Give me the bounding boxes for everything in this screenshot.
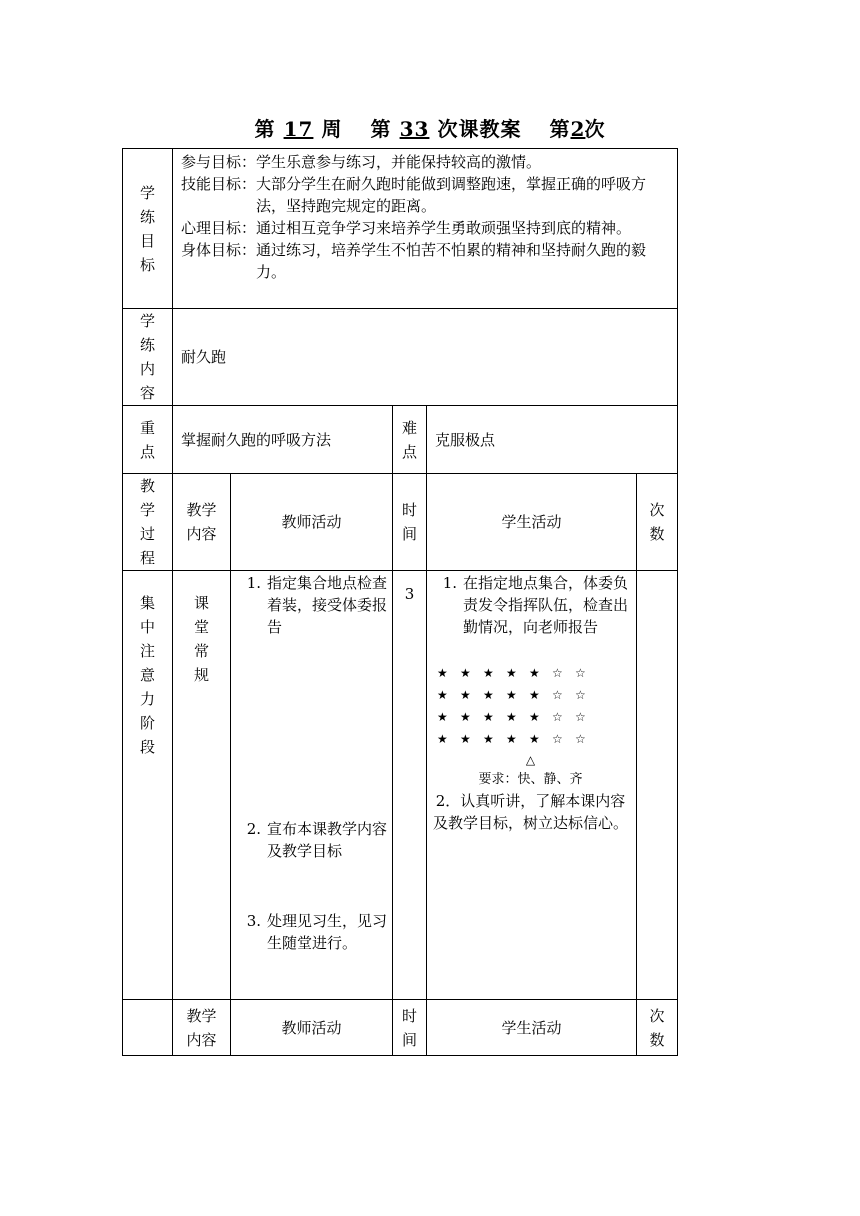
lesson-title <box>0 113 860 142</box>
footer-teacher-header: 教师活动 <box>231 1000 393 1056</box>
teacher-position-mark: △ <box>525 753 536 767</box>
difficulty-label: 难 点 <box>393 406 427 474</box>
formation-row: ★ ★ ★ ★ ★ ☆ ☆ <box>437 732 586 746</box>
formation-row: ★ ★ ★ ★ ★ ☆ ☆ <box>437 710 586 724</box>
footer-student-header: 学生活动 <box>427 1000 637 1056</box>
stage1-row <box>123 571 678 1000</box>
stage1-teacher-activity <box>231 571 393 1000</box>
stage1-time: 3 <box>393 571 427 1000</box>
student-activity-header: 学生活动 <box>427 474 637 571</box>
teacher-item-3: 3. 处理见习生，见习生随堂进行。 <box>246 912 388 952</box>
formation-row: ★ ★ ★ ★ ★ ☆ ☆ <box>437 666 586 680</box>
difficulty-text: 克服极点 <box>427 406 678 474</box>
time-header: 时 间 <box>393 474 427 571</box>
process-label: 教 学 过 程 <box>123 474 173 571</box>
stage1-content: 课 堂 常 规 <box>173 571 231 1000</box>
student-item-1: 1. 在指定地点集合，体委负责发令指挥队伍，检查出勤情况，向老师报告 <box>442 574 629 636</box>
lesson-number: 33 <box>399 117 430 141</box>
lesson-plan-table <box>122 148 678 1056</box>
goal-participation: 参与目标： 学生乐意参与练习，并能保持较高的激情。 <box>181 153 542 171</box>
content-label: 学 练 内 容 <box>123 309 173 406</box>
goals-row <box>123 149 678 309</box>
process-header-row <box>123 474 678 571</box>
goal-psychological: 心理目标： 通过相互竞争学习来培养学生勇敢顽强坚持到底的精神。 <box>181 219 632 237</box>
goals-label: 学 练 目 标 <box>123 149 173 309</box>
teacher-activity-header: 教师活动 <box>231 474 393 571</box>
lesson-prefix: 第 <box>370 117 392 141</box>
formation-requirement: 要求：快、静、齐 <box>478 772 583 787</box>
key-point-text: 掌握耐久跑的呼吸方法 <box>173 406 393 474</box>
student-item-2: 2．认真听讲，了解本课内容及教学目标，树立达标信心。 <box>433 792 629 832</box>
goal-physical: 身体目标： 通过练习，培养学生不怕苦不怕累的精神和坚持耐久跑的毅力。 <box>181 241 647 281</box>
time-prefix: 第 <box>549 117 571 141</box>
stage1-label: 集 中 注 意 力 阶 段 <box>123 571 173 1000</box>
stage1-student-activity <box>427 571 637 1000</box>
formation-row: ★ ★ ★ ★ ★ ☆ ☆ <box>437 688 586 702</box>
count-header: 次 数 <box>637 474 678 571</box>
lesson-suffix: 次课教案 <box>437 117 522 141</box>
week-prefix: 第 <box>254 117 276 141</box>
footer-count-header: 次 数 <box>637 1000 678 1056</box>
goals-content <box>173 149 678 309</box>
footer-content-header: 教学 内容 <box>173 1000 231 1056</box>
content-row <box>123 309 678 406</box>
time-suffix: 次 <box>584 117 606 141</box>
footer-empty-cell <box>123 1000 173 1056</box>
time-number: 2 <box>570 117 586 141</box>
week-number: 17 <box>283 117 314 141</box>
formation-diagram <box>429 662 632 750</box>
content-header: 教学 内容 <box>173 474 231 571</box>
key-point-label: 重 点 <box>123 406 173 474</box>
week-suffix: 周 <box>321 117 343 141</box>
teacher-item-2: 2. 宣布本课教学内容及教学目标 <box>246 820 388 860</box>
stage1-count <box>637 571 678 1000</box>
key-points-row <box>123 406 678 474</box>
footer-time-header: 时 间 <box>393 1000 427 1056</box>
content-text: 耐久跑 <box>173 309 678 406</box>
goal-skill: 技能目标： 大部分学生在耐久跑时能做到调整跑速，掌握正确的呼吸方法，坚持跑完规定的距离。 <box>181 175 647 215</box>
footer-header-row <box>123 1000 678 1056</box>
teacher-item-1: 1. 指定集合地点检查着装，接受体委报告 <box>246 574 388 636</box>
